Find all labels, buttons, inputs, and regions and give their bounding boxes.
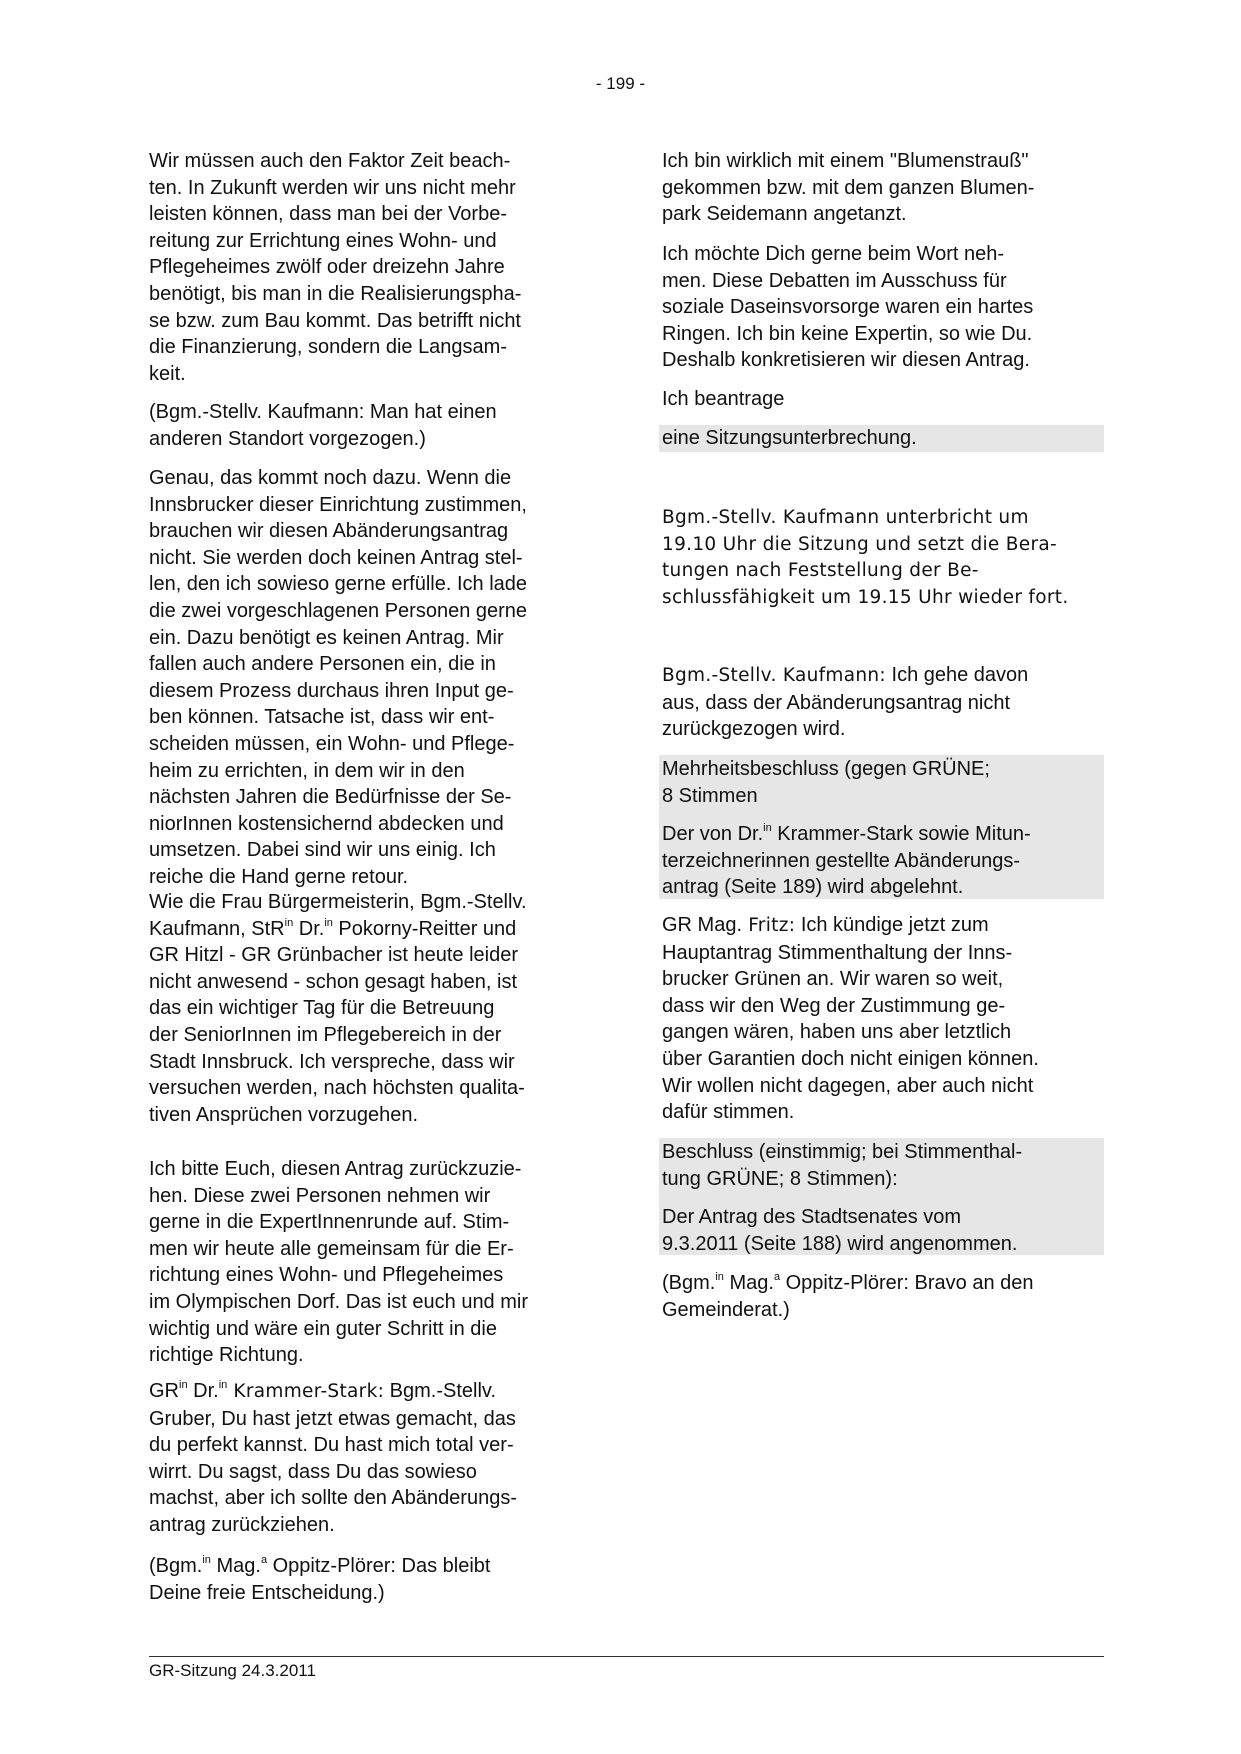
text: Dr. xyxy=(293,917,325,940)
text: (Bgm. xyxy=(149,1555,203,1577)
text: Mag. xyxy=(723,1272,774,1294)
paragraph xyxy=(149,889,599,1128)
superscript: in xyxy=(715,1271,724,1283)
superscript: a xyxy=(773,1271,781,1283)
speaker-name: Krammer-Stark: xyxy=(227,1381,385,1402)
superscript: in xyxy=(763,822,772,834)
text: Mag. xyxy=(210,1555,261,1577)
interjection xyxy=(662,1270,1107,1323)
superscript: in xyxy=(179,1379,188,1391)
paragraph: Genau, das kommt noch dazu. Wenn die Innsbrucker dieser Einrichtung zustimmen, brauchen wir diesen Abänderungsantrag nicht. Sie werden doch keinen Antrag stel- len, den ich sowieso gerne erfülle. Ich lade die zwei vorgeschlagenen Personen gerne ein. Dazu benötigt es keinen Antrag. Mir fallen auch andere Personen ein, die in diesem Prozess durchaus ihren Input ge- ben können. Tatsache ist, dass wir ent- scheiden müssen, ein Wohn- und Pflege- heim zu errichten, in dem wir in den nächsten Jahren die Bedürfnisse der Se- niorInnen kostensichernd abdecken und umsetzen. Dabei sind wir uns einig. Ich reiche die Hand gerne retour. xyxy=(149,467,528,888)
text: Krammer-Stark sowie Mitun- terzeichnerinnen gestellte Abänderungs- antrag (Seite 189) wird abgelehnt. xyxy=(662,823,1031,899)
motion-text: eine Sitzungsunterbrechung. xyxy=(662,427,917,449)
text: (Bgm. xyxy=(662,1272,716,1294)
resolution-box xyxy=(659,1138,1104,1255)
footer-text: GR-Sitzung 24.3.2011 xyxy=(149,1661,316,1680)
interjection: (Bgm.-Stellv. Kaufmann: Man hat einen anderen Standort vorgezogen.) xyxy=(149,401,497,450)
speaker-paragraph xyxy=(662,662,1107,743)
superscript: in xyxy=(202,1554,211,1566)
resolution-text: Beschluss (einstimmig; bei Stimmenthal- tung GRÜNE; 8 Stimmen): xyxy=(662,1141,1023,1190)
speaker-paragraph xyxy=(662,912,1107,1126)
superscript: in xyxy=(218,1379,228,1391)
text: Oppitz-Plörer: Das bleibt Deine freie Entscheidung.) xyxy=(149,1555,491,1604)
interjection xyxy=(149,1553,599,1606)
superscript: in xyxy=(324,916,333,929)
speaker-name: Fritz: xyxy=(742,915,796,936)
paragraph: Ich beantrage xyxy=(662,388,785,410)
superscript: a xyxy=(260,1554,268,1566)
speaker-paragraph xyxy=(149,1378,599,1539)
text: Pokorny-Reitter und GR Hitzl - GR Grünbacher ist heute leider nicht anwesend - schon gesagt haben, ist das ein wichtiger Tag für die Betreuung der SeniorInnen im Pflegebereich in der Stadt Innsbruck. Ich verspreche, dass wir versuchen werden, nach höchsten qualita- tiven Ansprüchen vorzugehen. xyxy=(149,917,525,1126)
footer-divider xyxy=(149,1656,1104,1657)
text: Bgm.-Stellv. Gruber, Du hast jetzt etwas gemacht, das du perfekt kannst. Du hast mich total ver- wirrt. Du sagst, dass Du das sowieso machst, aber ich sollte den Abänderungs- antrag zurückziehen. xyxy=(149,1380,517,1536)
speaker-title: Dr. xyxy=(187,1380,219,1402)
resolution-text: Mehrheitsbeschluss (gegen GRÜNE; 8 Stimmen xyxy=(662,758,990,807)
page-number: - 199 - xyxy=(595,74,646,93)
paragraph: Wir müssen auch den Faktor Zeit beach- ten. In Zukunft werden wir uns nicht mehr leisten können, dass man bei der Vorbe- reitung zur Errichtung eines Wohn- und Pflegeheimes zwölf oder dreizehn Jahre benötigt, bis man in die Realisierungspha- se bzw. zum Bau kommt. Das betrifft nicht die Finanzierung, sondern die Langsam- keit. xyxy=(149,150,522,385)
text: Der von Dr. xyxy=(662,823,764,845)
text: Wie die Frau Bürgermeisterin, Bgm.-Stellv. Kaufmann, StR xyxy=(149,891,527,940)
speaker-title: GR xyxy=(149,1380,179,1402)
text: Ich gehe davon aus, dass der Abänderungsantrag nicht zurückgezogen wird. xyxy=(662,664,1029,741)
speaker-title: GR Mag. xyxy=(662,914,743,936)
paragraph: Ich möchte Dich gerne beim Wort neh- men. Diese Debatten im Ausschuss für soziale Daseinsvorsorge waren ein hartes Ringen. Ich bin keine Expertin, so wie Du. Deshalb konkretisieren wir diesen Antrag. xyxy=(662,243,1034,372)
resolution-text xyxy=(662,821,1031,901)
superscript: in xyxy=(284,916,294,929)
motion-box xyxy=(659,425,1104,452)
procedure-note: Bgm.-Stellv. Kaufmann unterbricht um 19.10 Uhr die Sitzung und setzt die Bera- tungen nach Feststellung der Be- schlussfähigkeit um 19.15 Uhr wieder fort. xyxy=(662,507,1069,608)
paragraph: Ich bin wirklich mit einem "Blumenstrauß" gekommen bzw. mit dem ganzen Blumen- park Seidemann angetanzt. xyxy=(662,150,1035,226)
resolution-box xyxy=(659,755,1104,899)
text: Oppitz-Plörer: Bravo an den Gemeinderat.) xyxy=(662,1272,1034,1321)
text: Ich kündige jetzt zum Hauptantrag Stimmenthaltung der Inns- brucker Grünen an. Wir waren so weit, dass wir den Weg der Zustimmung ge- gangen wären, haben uns aber letztlich über Garantien doch nicht einigen können. Wir wollen nicht dagegen, aber auch nicht dafür stimmen. xyxy=(662,914,1039,1124)
speaker-name: Bgm.-Stellv. Kaufmann: xyxy=(662,665,886,686)
paragraph: Ich bitte Euch, diesen Antrag zurückzuzie- hen. Diese zwei Personen nehmen wir gerne in die ExpertInnenrunde auf. Stim- men wir heute alle gemeinsam für die Er- richtung eines Wohn- und Pflegeheimes im Olympischen Dorf. Das ist euch und mir wichtig und wäre ein guter Schritt in die richtige Richtung. xyxy=(149,1158,529,1367)
resolution-text: Der Antrag des Stadtsenates vom 9.3.2011 (Seite 188) wird angenommen. xyxy=(662,1206,1018,1255)
